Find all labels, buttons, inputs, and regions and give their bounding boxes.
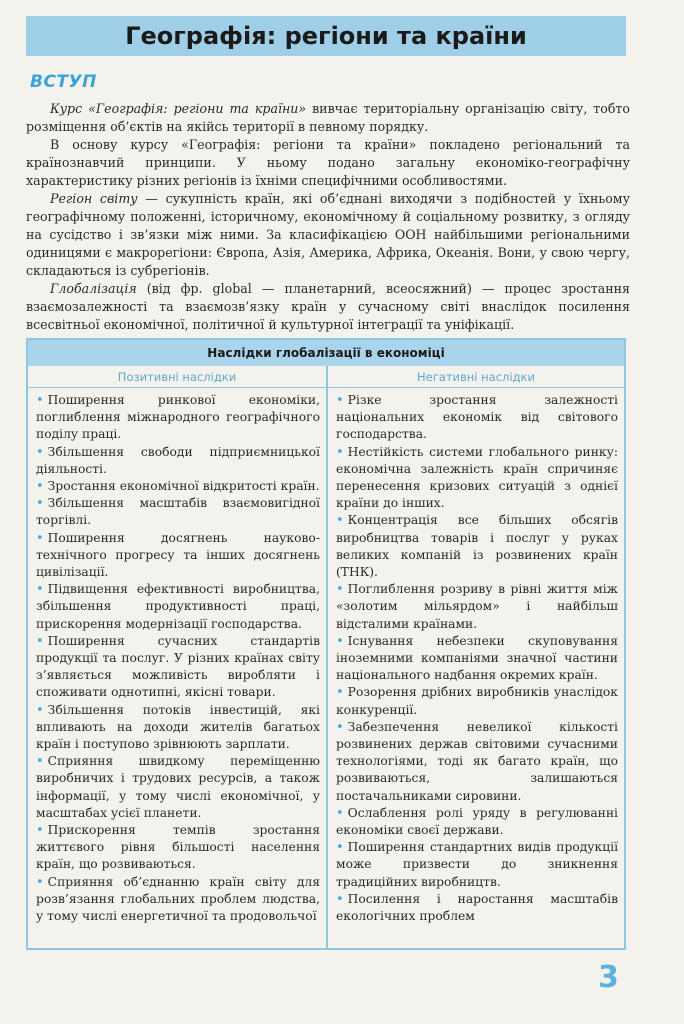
list-item-text: Ослаблення ролі уряду в регулюванні економіки своєї держави. — [336, 805, 618, 838]
list-item — [336, 581, 618, 633]
bullet-icon: • — [36, 754, 44, 770]
list-item-text: Посилення і наростання масштабів екологічних проблем — [336, 891, 618, 924]
list-item — [336, 444, 618, 513]
bullet-icon: • — [36, 530, 44, 546]
list-item — [36, 753, 320, 822]
bullet-icon: • — [336, 582, 344, 598]
list-item — [36, 478, 320, 495]
bullet-icon: • — [336, 393, 344, 408]
bullet-icon: • — [336, 633, 344, 649]
bullet-icon: • — [336, 685, 344, 701]
title-banner — [26, 16, 626, 56]
list-item — [36, 633, 320, 702]
negative-column — [326, 366, 624, 948]
list-item-text: Поглиблення розриву в рівні життя між «золотим мільярдом» і найбільш відсталими країнами. — [336, 582, 618, 631]
list-item-text: Підвищення ефективності виробництва, збільшення продуктивності праці, прискорення модернізації господарства. — [36, 582, 320, 631]
list-item-text: Нестійкість системи глобального ринку: економічна залежність країн спричиняє перенесення кризових ситуацій з однієї країни до інших. — [336, 444, 618, 511]
bullet-icon: • — [36, 444, 44, 460]
positive-column — [28, 366, 326, 948]
page-title: Географія: регіони та країни — [125, 22, 527, 50]
bullet-icon: • — [336, 444, 344, 460]
list-item-text: Розорення дрібних виробників унаслідок конкуренції. — [336, 685, 618, 717]
list-item-text: Поширення сучасних стандартів продукції та послуг. У різних країнах світу з’являється можливість виробляти і споживати однотипні, якісні товари. — [36, 633, 320, 700]
bullet-icon: • — [336, 719, 344, 735]
bullet-icon: • — [36, 823, 44, 839]
list-item-text: Збільшення потоків інвестицій, які впливають на доходи жителів багатьох країн і поступово зрівнюють зарплати. — [36, 702, 320, 752]
list-item-text: Зростання економічної відкритості країн. — [47, 479, 320, 494]
bullet-icon: • — [36, 393, 44, 408]
list-item-text: Існування небезпеки скуповування іноземними компаніями значної частини національного надбання окремих країн. — [336, 633, 618, 683]
bullet-icon: • — [336, 891, 344, 907]
list-item-text: Сприяння об’єднанню країн світу для розв’язання глобальних проблем людства, у тому числі енергетичної та продовольчої — [36, 874, 320, 924]
negative-header: Негативні наслідки — [328, 366, 624, 388]
list-item — [336, 512, 618, 581]
list-item-text: Прискорення темпів зростання життєвого рівня більшості населення країн, що розвиваються. — [36, 823, 320, 872]
list-item-text: Збільшення свободи підприємницької діяльності. — [36, 444, 320, 476]
page-number: 3 — [598, 960, 619, 995]
section-heading: ВСТУП — [30, 72, 97, 92]
intro-paragraph: Глобалізація (від фр. global — планетарний, всеосяжний) — процес зростання взаємозалежності та взаємозв’язку країн у сучасному світі внаслідок посилення всесвітньої економічної, політичної й культурної інтеграції та уніфікації. — [26, 281, 630, 332]
bullet-icon: • — [36, 702, 44, 718]
list-item — [336, 392, 618, 444]
intro-text — [26, 100, 630, 334]
bullet-icon: • — [336, 805, 344, 821]
list-item-text: Забезпечення невеликої кількості розвинених держав світовими сучасними технологіями, тоді як багато країн, що розвиваються, залишаються постачальниками сировини. — [336, 719, 618, 803]
list-item — [36, 495, 320, 529]
list-item-text: Концентрація все більших обсягів виробництва товарів і послуг у руках великих компаній із розвинених країн (ТНК). — [336, 513, 618, 580]
bullet-icon: • — [36, 496, 44, 512]
list-item-text: Поширення ринкової економіки, поглиблення міжнародного географічного поділу праці. — [36, 393, 320, 442]
list-item — [36, 530, 320, 582]
list-item — [36, 444, 320, 478]
list-item — [336, 805, 618, 839]
list-item — [336, 839, 618, 891]
list-item-text: Сприяння швидкому переміщенню виробничих і трудових ресурсів, а також інформації, у тому числі економічної, у масштабах усієї планети. — [36, 754, 320, 820]
bullet-icon: • — [336, 840, 344, 856]
list-item-text: Збільшення масштабів взаємовигідної торгівлі. — [36, 496, 320, 528]
intro-paragraph: В основу курсу «Географія: регіони та країни» покладено регіональний та країнознавчий принципи. У ньому подано загальну економіко-географічну характеристику різних регіонів із їхніми специфічними особливостями. — [26, 137, 630, 188]
list-item — [336, 719, 618, 805]
bullet-icon: • — [36, 874, 44, 890]
intro-paragraph: Регіон світу — сукупність країн, які об’єднані виходячи з подібностей у їхньому географічному положенні, історичному, економічному й соціальному розвитку, з огляду на сусідство і зв’язки між ними. За класифікацією ООН найбільшими регіональними одиницями є макрорегіони: Європа, Азія, Америка, Африка, Океанія. Вони, у свою чергу, складаються із субрегіонів. — [26, 191, 630, 278]
bullet-icon: • — [36, 479, 44, 495]
list-item — [336, 891, 618, 925]
list-item — [36, 874, 320, 926]
bullet-icon: • — [336, 513, 344, 529]
bullet-icon: • — [36, 633, 44, 649]
list-item — [36, 822, 320, 874]
list-item-text: Поширення досягнень науково-технічного прогресу та інших досягнень цивілізації. — [36, 530, 320, 580]
list-item — [36, 581, 320, 633]
list-item-text: Різке зростання залежності національних економік від світового господарства. — [336, 393, 618, 442]
table-title: Наслідки глобалізації в економіці — [28, 340, 624, 366]
list-item — [36, 702, 320, 754]
intro-paragraph: Курс «Географія: регіони та країни» вивчає територіальну організацію світу, тобто розміщення об’єктів на якійсь території в певному порядку. — [26, 101, 630, 134]
bullet-icon: • — [36, 582, 44, 598]
globalization-table — [26, 338, 626, 950]
positive-header: Позитивні наслідки — [28, 366, 326, 388]
list-item — [36, 392, 320, 444]
list-item-text: Поширення стандартних видів продукції може призвести до зникнення традиційних виробництв. — [336, 840, 618, 889]
list-item — [336, 633, 618, 685]
list-item — [336, 684, 618, 718]
